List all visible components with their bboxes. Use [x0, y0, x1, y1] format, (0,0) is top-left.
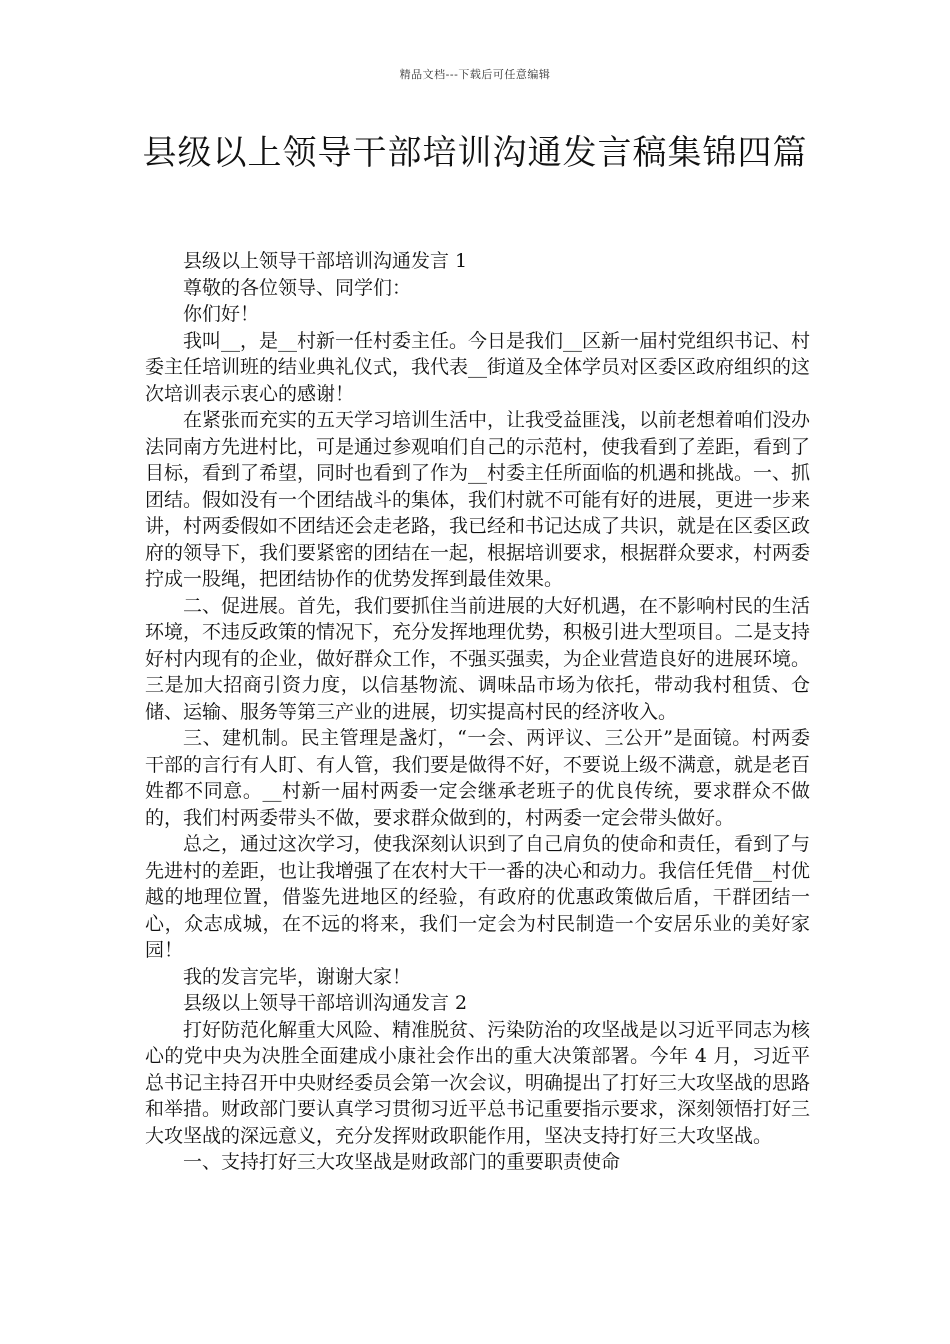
paragraph-closing: 我的发言完毕，谢谢大家！ [183, 965, 412, 988]
salutation: 尊敬的各位领导、同学们： [183, 276, 412, 299]
paragraph-summary: 总之，通过这次学习，使我深刻认识到了自己肩负的使命和责任，看到了与先进村的差距，也让我增强了在农村大干一番的决心和动力。我信任凭借__村优越的地理位置，借鉴先进地区的经验，有政府的优惠政策做后盾，干群团结一心，众志成城，在不远的将来，我们一定会为村民制造一个安居乐业的美好家园！ [145, 833, 811, 961]
document-body [145, 248, 810, 1176]
section-heading-2: 县级以上领导干部培训沟通发言 2 [183, 992, 468, 1014]
paragraph-development: 二、促进展。首先，我们要抓住当前进展的大好机遇，在不影响村民的生活环境，不违反政策的情况下，充分发挥地理优势，积极引进大型项目。二是支持好村内现有的企业，做好群众工作，不强买强卖，为企业营造良好的进展环境。三是加大招商引资力度，以信基物流、调味品市场为依托，带动我村租赁、仓储、运输、服务等第三产业的进展，切实提高村民的经济收入。 [145, 594, 811, 723]
paragraph-intro: 我叫__，是__村新一任村委主任。今日是我们__区新一届村党组织书记、村委主任培训班的结业典礼仪式，我代表__街道及全体学员对区委区政府组织的这次培训表示衷心的感谢！ [145, 329, 811, 405]
document-title: 县级以上领导干部培训沟通发言稿集锦四篇 [142, 133, 808, 173]
paragraph-mechanism: 三、建机制。民主管理是盏灯，“一会、两评议、三公开”是面镜。村两委干部的言行有人盯、有人管，我们要是做得不好，不要说上级不满意，就是老百姓都不同意。__村新一届村两委一定会继承老班子的优良传统，要求群众不做的，我们村两委带头不做，要求群众做到的，村两委一定会带头做好。 [145, 727, 811, 829]
paragraph-unity: 在紧张而充实的五天学习培训生活中，让我受益匪浅，以前老想着咱们没办法同南方先进村比，可是通过参观咱们自己的示范村，使我看到了差距，看到了目标，看到了希望，同时也看到了作为__村委主任所面临的机遇和挑战。一、抓团结。假如没有一个团结战斗的集体，我们村就不可能有好的进展，更进一步来讲，村两委假如不团结还会走老路，我已经和书记达成了共识，就是在区委区政府的领导下，我们要紧密的团结在一起，根据培训要求，根据群众要求，村两委拧成一股绳，把团结协作的优势发挥到最佳效果。 [145, 409, 811, 590]
header-note: 精品文档---下载后可任意编辑 [399, 68, 551, 81]
paragraph-speech2-point1: 一、支持打好三大攻坚战是财政部门的重要职责使命 [183, 1151, 621, 1173]
greeting: 你们好！ [183, 303, 260, 325]
section-heading-1: 县级以上领导干部培训沟通发言 1 [183, 250, 468, 272]
paragraph-speech2-intro: 打好防范化解重大风险、精准脱贫、污染防治的攻坚战是以习近平同志为核心的党中央为决胜全面建成小康社会作出的重大决策部署。今年 4 月，习近平总书记主持召开中央财经委员会第一次会议，明确提出了打好三大攻坚战的思路和举措。财政部门要认真学习贯彻习近平总书记重要指示要求，深刻领悟打好三大攻坚战的深远意义，充分发挥财政职能作用，坚决支持打好三大攻坚战。 [145, 1018, 811, 1147]
